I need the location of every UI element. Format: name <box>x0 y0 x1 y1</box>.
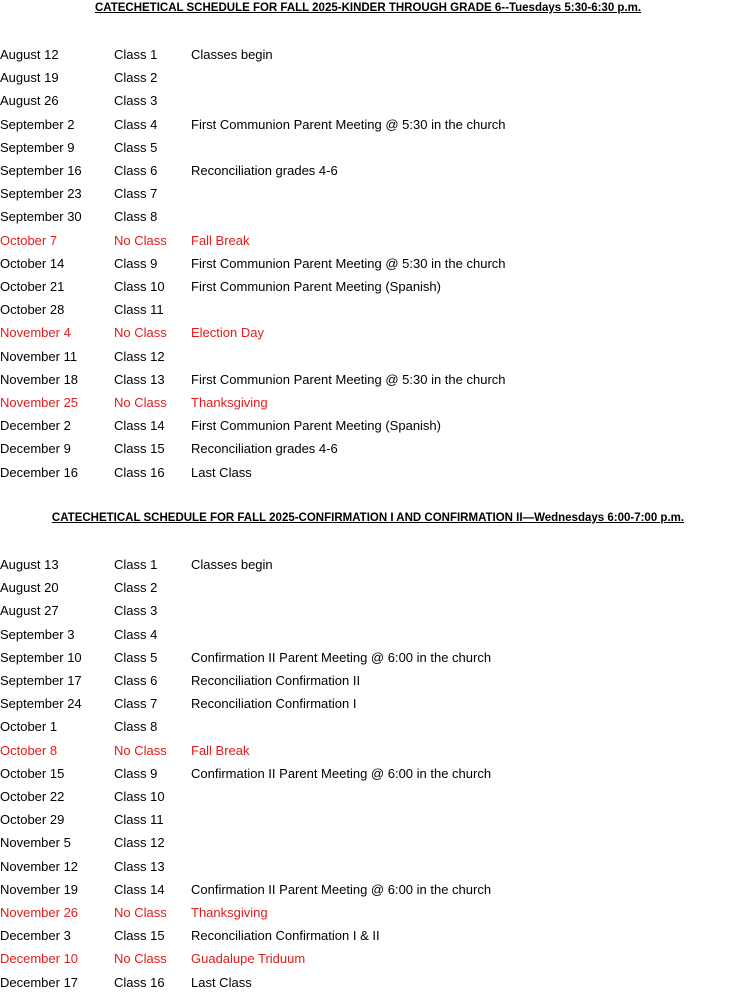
schedule-row <box>0 766 736 784</box>
schedule-date: August 20 <box>0 580 59 595</box>
section-2-heading: CATECHETICAL SCHEDULE FOR FALL 2025-CONFIRMATION I AND CONFIRMATION II—Wednesdays 6:00-7:00 p.m. <box>51 512 685 524</box>
schedule-date: December 10 <box>0 951 79 966</box>
schedule-note: First Communion Parent Meeting @ 5:30 in the church <box>191 256 506 271</box>
schedule-note: Confirmation II Parent Meeting @ 6:00 in the church <box>191 882 492 897</box>
schedule-date: September 10 <box>0 650 82 665</box>
schedule-class: Class 15 <box>114 441 165 456</box>
schedule-date: December 2 <box>0 418 71 433</box>
schedule-class: Class 14 <box>114 882 165 897</box>
schedule-row <box>0 928 736 946</box>
schedule-class: Class 3 <box>114 93 158 108</box>
schedule-class: Class 10 <box>114 279 165 294</box>
schedule-class: Class 3 <box>114 603 158 618</box>
schedule-row <box>0 279 736 297</box>
schedule-class: Class 1 <box>114 557 158 572</box>
schedule-class: Class 9 <box>114 766 158 781</box>
schedule-row <box>0 256 736 274</box>
schedule-date: August 27 <box>0 603 59 618</box>
schedule-row <box>0 673 736 691</box>
schedule-class: Class 7 <box>114 696 158 711</box>
schedule-row <box>0 719 736 737</box>
schedule-note: Reconciliation grades 4-6 <box>191 441 338 456</box>
schedule-row <box>0 789 736 807</box>
schedule-date: December 16 <box>0 465 79 480</box>
schedule-note: Guadalupe Triduum <box>191 951 306 966</box>
schedule-row <box>0 743 736 761</box>
schedule-class: Class 16 <box>114 465 165 480</box>
schedule-date: October 29 <box>0 812 65 827</box>
schedule-date: October 8 <box>0 743 58 758</box>
schedule-class: Class 6 <box>114 163 158 178</box>
schedule-class: Class 8 <box>114 209 158 224</box>
schedule-class: Class 5 <box>114 650 158 665</box>
schedule-date: December 17 <box>0 975 79 990</box>
schedule-class: Class 7 <box>114 186 158 201</box>
schedule-class: Class 4 <box>114 627 158 642</box>
schedule-row <box>0 372 736 390</box>
schedule-class: Class 10 <box>114 789 165 804</box>
schedule-note: Last Class <box>191 465 252 480</box>
schedule-note: First Communion Parent Meeting (Spanish) <box>191 279 441 294</box>
schedule-date: October 28 <box>0 302 65 317</box>
schedule-class: Class 11 <box>114 812 164 827</box>
schedule-row <box>0 209 736 227</box>
schedule-date: November 19 <box>0 882 79 897</box>
schedule-row <box>0 580 736 598</box>
schedule-row <box>0 117 736 135</box>
schedule-date: December 9 <box>0 441 71 456</box>
schedule-date: August 26 <box>0 93 59 108</box>
schedule-row <box>0 441 736 459</box>
schedule-note: Reconciliation Confirmation I <box>191 696 357 711</box>
schedule-row <box>0 812 736 830</box>
schedule-row <box>0 47 736 65</box>
schedule-class: No Class <box>114 233 167 248</box>
schedule-row <box>0 465 736 483</box>
schedule-note: Confirmation II Parent Meeting @ 6:00 in the church <box>191 650 492 665</box>
schedule-class: Class 1 <box>114 47 158 62</box>
schedule-row <box>0 951 736 969</box>
schedule-note: Reconciliation Confirmation I & II <box>191 928 380 943</box>
schedule-note: Fall Break <box>191 233 250 248</box>
schedule-class: Class 14 <box>114 418 165 433</box>
schedule-note: Reconciliation grades 4-6 <box>191 163 338 178</box>
schedule-note: First Communion Parent Meeting @ 5:30 in the church <box>191 117 506 132</box>
schedule-date: September 30 <box>0 209 82 224</box>
schedule-row <box>0 163 736 181</box>
schedule-row <box>0 233 736 251</box>
schedule-date: September 23 <box>0 186 82 201</box>
schedule-date: October 1 <box>0 719 58 734</box>
schedule-row <box>0 603 736 621</box>
schedule-date: November 26 <box>0 905 79 920</box>
schedule-date: September 2 <box>0 117 75 132</box>
schedule-class: Class 13 <box>114 372 165 387</box>
schedule-date: September 16 <box>0 163 82 178</box>
schedule-class: Class 2 <box>114 580 158 595</box>
schedule-row <box>0 557 736 575</box>
schedule-row <box>0 140 736 158</box>
schedule-note: Last Class <box>191 975 252 990</box>
schedule-date: November 12 <box>0 859 79 874</box>
schedule-class: Class 6 <box>114 673 158 688</box>
schedule-class: Class 16 <box>114 975 165 990</box>
schedule-row <box>0 835 736 853</box>
schedule-date: August 12 <box>0 47 59 62</box>
schedule-date: November 25 <box>0 395 79 410</box>
schedule-row <box>0 650 736 668</box>
schedule-class: Class 12 <box>114 835 165 850</box>
schedule-class: No Class <box>114 395 167 410</box>
schedule-note: Thanksgiving <box>191 905 268 920</box>
schedule-date: August 13 <box>0 557 59 572</box>
schedule-date: October 7 <box>0 233 58 248</box>
schedule-class: Class 15 <box>114 928 165 943</box>
schedule-date: October 15 <box>0 766 65 781</box>
schedule-class: Class 11 <box>114 302 164 317</box>
schedule-date: September 17 <box>0 673 82 688</box>
schedule-date: September 9 <box>0 140 75 155</box>
schedule-note: Confirmation II Parent Meeting @ 6:00 in the church <box>191 766 492 781</box>
schedule-date: November 18 <box>0 372 79 387</box>
schedule-date: November 11 <box>0 349 78 364</box>
schedule-note: First Communion Parent Meeting @ 5:30 in the church <box>191 372 506 387</box>
schedule-row <box>0 882 736 900</box>
schedule-row <box>0 696 736 714</box>
schedule-class: Class 2 <box>114 70 158 85</box>
schedule-date: August 19 <box>0 70 59 85</box>
schedule-note: Thanksgiving <box>191 395 268 410</box>
schedule-class: No Class <box>114 325 167 340</box>
schedule-date: December 3 <box>0 928 71 943</box>
schedule-date: September 24 <box>0 696 82 711</box>
schedule-row <box>0 93 736 111</box>
schedule-date: September 3 <box>0 627 75 642</box>
schedule-date: November 5 <box>0 835 71 850</box>
schedule-row <box>0 859 736 877</box>
schedule-row <box>0 395 736 413</box>
schedule-row <box>0 627 736 645</box>
schedule-note: Fall Break <box>191 743 250 758</box>
section-1-heading: CATECHETICAL SCHEDULE FOR FALL 2025-KINDER THROUGH GRADE 6--Tuesdays 5:30-6:30 p.m. <box>94 2 642 14</box>
schedule-class: Class 12 <box>114 349 165 364</box>
schedule-row <box>0 349 736 367</box>
schedule-class: No Class <box>114 951 167 966</box>
schedule-row <box>0 70 736 88</box>
schedule-note: First Communion Parent Meeting (Spanish) <box>191 418 441 433</box>
schedule-date: October 22 <box>0 789 65 804</box>
schedule-class: Class 8 <box>114 719 158 734</box>
schedule-note: Classes begin <box>191 47 273 62</box>
schedule-class: Class 5 <box>114 140 158 155</box>
schedule-date: October 14 <box>0 256 65 271</box>
schedule-class: Class 13 <box>114 859 165 874</box>
schedule-class: No Class <box>114 743 167 758</box>
schedule-note: Reconciliation Confirmation II <box>191 673 361 688</box>
schedule-row <box>0 325 736 343</box>
schedule-date: October 21 <box>0 279 65 294</box>
schedule-class: No Class <box>114 905 167 920</box>
schedule-note: Election Day <box>191 325 264 340</box>
schedule-class: Class 9 <box>114 256 158 271</box>
schedule-class: Class 4 <box>114 117 158 132</box>
schedule-note: Classes begin <box>191 557 273 572</box>
schedule-row <box>0 302 736 320</box>
schedule-date: November 4 <box>0 325 71 340</box>
schedule-row <box>0 186 736 204</box>
schedule-row <box>0 905 736 923</box>
schedule-row <box>0 418 736 436</box>
schedule-row <box>0 975 736 993</box>
